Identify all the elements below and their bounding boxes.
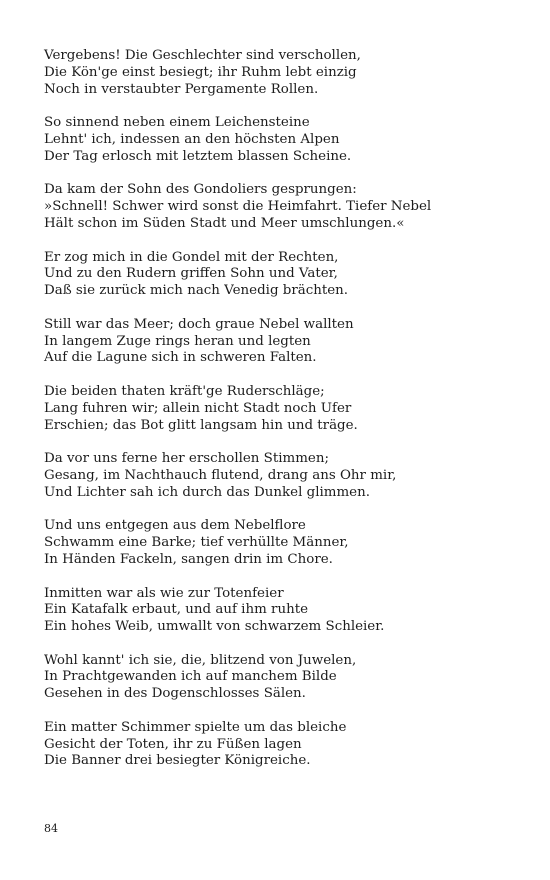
poem-line: Da kam der Sohn des Gondoliers gesprungen: — [44, 182, 357, 198]
poem-line: Die Banner drei besiegter Königreiche. — [44, 753, 311, 769]
poem-line: »Schnell! Schwer wird sonst die Heimfahrt. Tiefer Nebel — [44, 199, 432, 215]
poem-line: Und uns entgegen aus dem Nebelflore — [44, 518, 306, 534]
poem-line: Lang fuhren wir; allein nicht Stadt noch Ufer — [44, 400, 352, 416]
poem-line: Schwamm eine Barke; tief verhüllte Männer, — [44, 535, 349, 551]
poem-line: Still war das Meer; doch graue Nebel wallten — [44, 316, 354, 332]
stanza — [44, 518, 534, 568]
poem-line: Ein matter Schimmer spielte um das bleiche — [44, 719, 347, 735]
poem-line: Inmitten war als wie zur Totenfeier — [44, 585, 284, 601]
stanza — [44, 48, 534, 98]
poem-line: Lehnt' ich, indessen an den höchsten Alpen — [44, 131, 340, 147]
poem-line: Da vor uns ferne her erschollen Stimmen; — [44, 451, 329, 467]
stanza — [44, 317, 534, 367]
poem-line: Gesehen in des Dogenschlosses Sälen. — [44, 686, 306, 702]
poem-line: Erschien; das Bot glitt langsam hin und träge. — [44, 417, 358, 433]
page-number: 84 — [44, 822, 58, 835]
poem-line: Hält schon im Süden Stadt und Meer umschlungen.« — [44, 215, 405, 231]
stanza — [44, 653, 534, 703]
poem-line: Die Kön'ge einst besiegt; ihr Ruhm lebt einzig — [44, 64, 357, 80]
poem-line: Er zog mich in die Gondel mit der Rechten, — [44, 249, 339, 265]
stanza — [44, 384, 534, 434]
poem-line: In Prachtgewanden ich auf manchem Bilde — [44, 669, 337, 685]
poem-line: In langem Zuge rings heran und legten — [44, 333, 311, 349]
stanza — [44, 250, 534, 300]
poem-line: Noch in verstaubter Pergamente Rollen. — [44, 81, 319, 97]
poem-line: Die beiden thaten kräft'ge Ruderschläge; — [44, 383, 325, 399]
poem-line: Wohl kannt' ich sie, die, blitzend von Juwelen, — [44, 652, 357, 668]
poem-text — [44, 48, 534, 787]
poem-line: Auf die Lagune sich in schweren Falten. — [44, 350, 317, 366]
poem-line: Und zu den Rudern griffen Sohn und Vater, — [44, 266, 338, 282]
stanza — [44, 115, 534, 165]
poem-line: Der Tag erlosch mit letztem blassen Scheine. — [44, 148, 352, 164]
poem-line: Ein Katafalk erbaut, und auf ihm ruhte — [44, 602, 308, 618]
poem-line: Gesicht der Toten, ihr zu Füßen lagen — [44, 736, 302, 752]
stanza — [44, 720, 534, 770]
poem-line: Und Lichter sah ich durch das Dunkel glimmen. — [44, 484, 370, 500]
poem-line: Vergebens! Die Geschlechter sind verschollen, — [44, 48, 361, 63]
poem-line: Ein hohes Weib, umwallt von schwarzem Schleier. — [44, 619, 385, 635]
poem-line: Daß sie zurück mich nach Venedig brächten. — [44, 283, 349, 299]
poem-line: In Händen Fackeln, sangen drin im Chore. — [44, 551, 333, 567]
stanza — [44, 586, 534, 636]
poem-line: So sinnend neben einem Leichensteine — [44, 115, 310, 131]
poem-line: Gesang, im Nachthauch flutend, drang ans Ohr mir, — [44, 467, 397, 483]
stanza — [44, 451, 534, 501]
stanza — [44, 182, 534, 232]
